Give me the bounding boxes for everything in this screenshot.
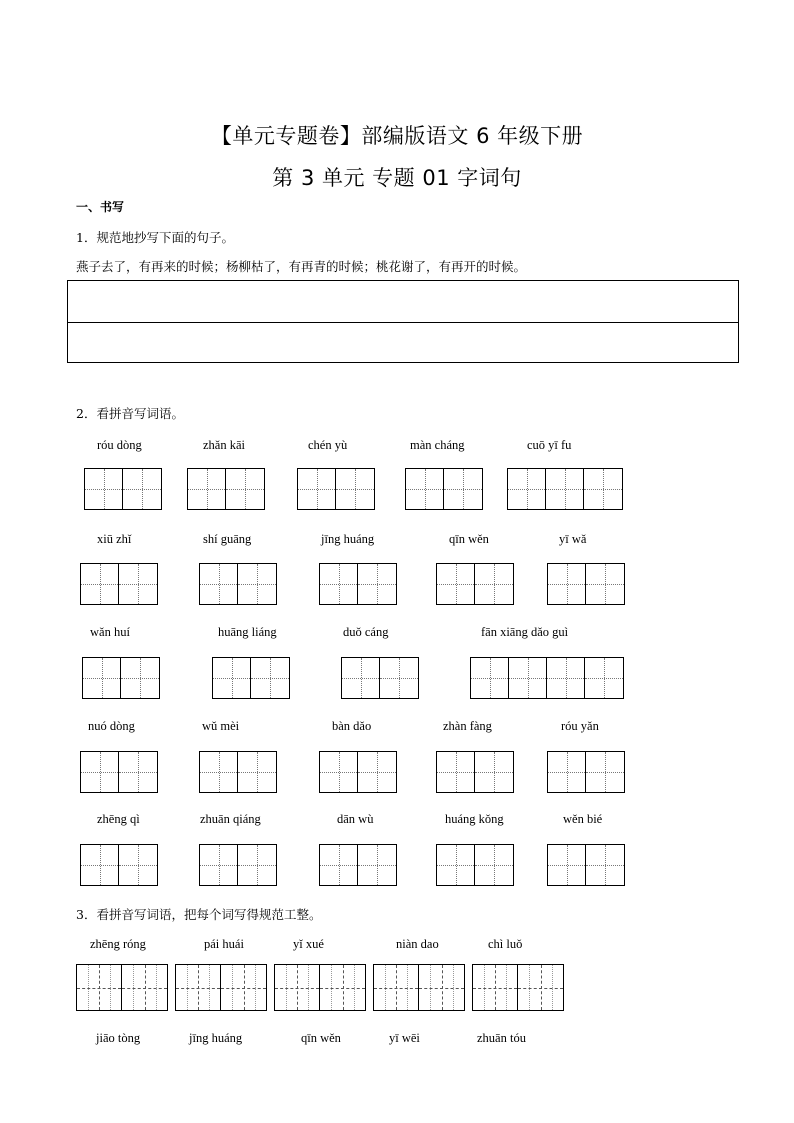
character-cell[interactable] [437, 752, 475, 792]
pinyin-prompt: màn cháng [410, 438, 465, 452]
character-cell[interactable] [119, 752, 157, 792]
character-cell[interactable] [342, 658, 380, 698]
character-cell[interactable] [471, 658, 509, 698]
pinyin-prompt: zhuān qiáng [200, 812, 261, 826]
character-grid[interactable] [436, 751, 514, 793]
character-cell[interactable] [81, 564, 119, 604]
page-title: 【单元专题卷】部编版语文 6 年级下册 [210, 124, 584, 148]
character-cell[interactable] [123, 469, 161, 509]
pinyin-prompt: cuō yī fu [527, 438, 572, 452]
pinyin-prompt: zhēng róng [90, 937, 146, 951]
character-grid[interactable] [319, 844, 397, 886]
pinyin-prompt: duǒ cáng [343, 625, 389, 639]
character-cell[interactable] [320, 752, 358, 792]
character-cell[interactable] [548, 752, 586, 792]
character-cell[interactable] [238, 564, 276, 604]
character-cell[interactable] [509, 658, 547, 698]
character-grid[interactable] [405, 468, 483, 510]
section-heading: 一、书写 [76, 200, 125, 214]
character-grid[interactable] [470, 657, 624, 699]
character-grid[interactable] [436, 563, 514, 605]
character-cell[interactable] [298, 469, 336, 509]
character-cell[interactable] [275, 965, 320, 1010]
guide-line [506, 965, 507, 1010]
guide-line [529, 965, 530, 1010]
character-cell[interactable] [374, 965, 419, 1010]
pinyin-prompt: zhàn fàng [443, 719, 492, 733]
character-cell[interactable] [586, 564, 624, 604]
character-cell[interactable] [475, 752, 513, 792]
character-cell[interactable] [251, 658, 289, 698]
guide-line [552, 965, 553, 1010]
character-cell[interactable] [336, 469, 374, 509]
question-3-prompt: 3．看拼音写词语，把每个词写得规范工整。 [76, 907, 322, 922]
guide-line [453, 965, 454, 1010]
character-grid[interactable] [341, 657, 419, 699]
character-cell[interactable] [320, 965, 365, 1010]
guide-line [156, 965, 157, 1010]
pinyin-prompt: shí guāng [203, 532, 252, 546]
character-grid[interactable] [82, 657, 160, 699]
character-grid[interactable] [547, 563, 625, 605]
four-line-grid[interactable] [274, 964, 366, 1011]
writing-divider-line [68, 322, 738, 323]
four-line-grid[interactable] [175, 964, 267, 1011]
pinyin-prompt: dān wù [337, 812, 374, 826]
character-cell[interactable] [238, 845, 276, 885]
character-cell[interactable] [437, 564, 475, 604]
character-grid[interactable] [80, 844, 158, 886]
character-grid[interactable] [187, 468, 265, 510]
character-grid[interactable] [212, 657, 290, 699]
guide-line [354, 965, 355, 1010]
pinyin-prompt: huáng kǒng [445, 812, 504, 826]
character-cell[interactable] [585, 658, 623, 698]
pinyin-prompt: zhuān tóu [477, 1031, 526, 1045]
pinyin-prompt: yǐ xué [293, 937, 324, 951]
guide-line [484, 965, 485, 1010]
character-grid[interactable] [80, 563, 158, 605]
character-cell[interactable] [213, 658, 251, 698]
character-grid[interactable] [436, 844, 514, 886]
pinyin-prompt: chì luǒ [488, 937, 523, 951]
pinyin-prompt: jiāo tòng [96, 1031, 141, 1045]
four-line-grid[interactable] [472, 964, 564, 1011]
copy-writing-box[interactable] [67, 280, 739, 363]
character-grid[interactable] [319, 751, 397, 793]
character-grid[interactable] [507, 468, 623, 510]
pinyin-prompt: jīng huáng [189, 1031, 243, 1045]
pinyin-prompt: qīn wěn [449, 532, 489, 546]
guide-line [88, 965, 89, 1010]
character-cell[interactable] [200, 564, 238, 604]
pinyin-prompt: zhǎn kāi [203, 438, 245, 452]
character-grid[interactable] [297, 468, 375, 510]
character-cell[interactable] [119, 845, 157, 885]
character-cell[interactable] [238, 752, 276, 792]
character-cell[interactable] [444, 469, 482, 509]
character-cell[interactable] [380, 658, 418, 698]
character-cell[interactable] [119, 564, 157, 604]
pinyin-prompt: xiū zhǐ [97, 532, 132, 546]
pinyin-prompt: pái huái [204, 937, 244, 951]
character-cell[interactable] [121, 658, 159, 698]
character-cell[interactable] [188, 469, 226, 509]
character-cell[interactable] [320, 564, 358, 604]
character-grid[interactable] [199, 844, 277, 886]
pinyin-prompt: fān xiāng dǎo guì [481, 625, 569, 639]
guide-line [209, 965, 210, 1010]
guide-line [331, 965, 332, 1010]
character-grid[interactable] [547, 844, 625, 886]
pinyin-prompt: róu dòng [97, 438, 142, 452]
character-cell[interactable] [473, 965, 518, 1010]
pinyin-prompt: bàn dǎo [332, 719, 372, 733]
character-cell[interactable] [200, 752, 238, 792]
character-cell[interactable] [122, 965, 167, 1010]
character-cell[interactable] [358, 845, 396, 885]
character-cell[interactable] [81, 752, 119, 792]
pinyin-prompt: róu yǎn [561, 719, 599, 733]
pinyin-prompt: chén yù [308, 438, 348, 452]
guide-line [286, 965, 287, 1010]
pinyin-prompt: wǔ mèi [202, 719, 240, 733]
guide-line [385, 965, 386, 1010]
character-cell[interactable] [320, 845, 358, 885]
pinyin-prompt: wǎn huí [90, 625, 130, 639]
character-grid[interactable] [84, 468, 162, 510]
question-1-prompt: 1．规范地抄写下面的句子。 [76, 230, 234, 245]
copy-sentence: 燕子去了，有再来的时候；杨柳枯了，有再青的时候；桃花谢了，有再开的时候。 [76, 259, 527, 274]
guide-line [407, 965, 408, 1010]
character-grid[interactable] [199, 563, 277, 605]
pinyin-prompt: jīng huáng [321, 532, 375, 546]
character-cell[interactable] [200, 845, 238, 885]
character-cell[interactable] [548, 564, 586, 604]
character-cell[interactable] [584, 469, 622, 509]
character-grid[interactable] [199, 751, 277, 793]
guide-line [255, 965, 256, 1010]
guide-line [133, 965, 134, 1010]
character-cell[interactable] [358, 564, 396, 604]
pinyin-prompt: wěn bié [563, 812, 603, 826]
character-cell[interactable] [406, 469, 444, 509]
page-subtitle: 第 3 单元 专题 01 字词句 [272, 166, 522, 190]
pinyin-prompt: yī wēi [389, 1031, 420, 1045]
character-cell[interactable] [586, 752, 624, 792]
character-cell[interactable] [358, 752, 396, 792]
character-cell[interactable] [176, 965, 221, 1010]
pinyin-prompt: qīn wěn [301, 1031, 341, 1045]
pinyin-prompt: niàn dao [396, 937, 439, 951]
character-cell[interactable] [437, 845, 475, 885]
guide-line [110, 965, 111, 1010]
question-2-prompt: 2．看拼音写词语。 [76, 406, 184, 421]
character-grid[interactable] [319, 563, 397, 605]
character-cell[interactable] [518, 965, 563, 1010]
pinyin-prompt: huāng liáng [218, 625, 277, 639]
pinyin-prompt: zhēng qì [97, 812, 140, 826]
character-cell[interactable] [77, 965, 122, 1010]
character-cell[interactable] [586, 845, 624, 885]
four-line-grid[interactable] [76, 964, 168, 1011]
guide-line [308, 965, 309, 1010]
character-cell[interactable] [83, 658, 121, 698]
guide-line [187, 965, 188, 1010]
character-cell[interactable] [546, 469, 584, 509]
character-cell[interactable] [475, 845, 513, 885]
character-cell[interactable] [508, 469, 546, 509]
character-cell[interactable] [547, 658, 585, 698]
four-line-grid[interactable] [373, 964, 465, 1011]
character-cell[interactable] [81, 845, 119, 885]
character-grid[interactable] [80, 751, 158, 793]
character-cell[interactable] [548, 845, 586, 885]
pinyin-prompt: nuó dòng [88, 719, 135, 733]
pinyin-prompt: yī wǎ [559, 532, 587, 546]
character-cell[interactable] [226, 469, 264, 509]
guide-line [430, 965, 431, 1010]
guide-line [232, 965, 233, 1010]
character-grid[interactable] [547, 751, 625, 793]
character-cell[interactable] [85, 469, 123, 509]
character-cell[interactable] [475, 564, 513, 604]
character-cell[interactable] [221, 965, 266, 1010]
character-cell[interactable] [419, 965, 464, 1010]
